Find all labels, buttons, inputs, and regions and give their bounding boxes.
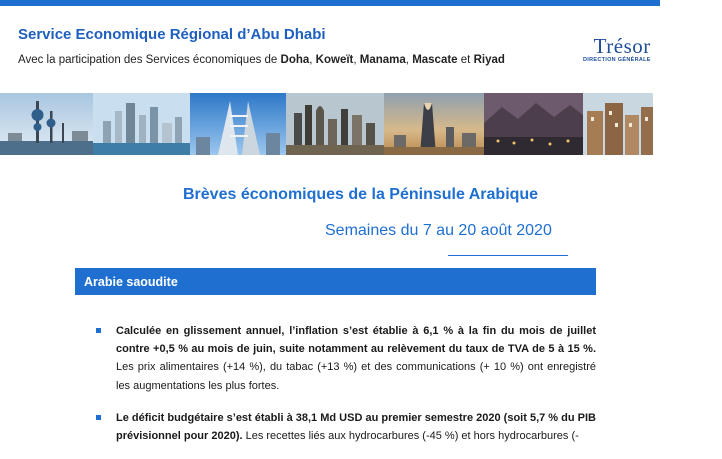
city-riyadh: Riyad	[473, 54, 505, 66]
section-title: Arabie saoudite	[84, 275, 178, 289]
abu-dhabi-skyline-image	[93, 93, 190, 155]
participation-line: Avec la participation des Services économiques de Doha, Koweït, Manama, Mascate et Riyad	[18, 54, 505, 66]
document-weeks: Semaines du 7 au 20 août 2020	[325, 222, 552, 239]
riyadh-skyline-image	[384, 93, 484, 155]
bullet-text: Les recettes liés aux hydrocarbures (-45 %) et hors hydrocarbures (-	[242, 430, 579, 443]
bullet-square-icon	[96, 328, 101, 333]
muscat-mountains-image	[484, 93, 583, 155]
bullet-list	[96, 322, 596, 459]
city-kuwait: Koweït	[315, 54, 354, 66]
city-photo-banner	[0, 93, 660, 155]
city-manama: Manama	[359, 54, 406, 66]
bullet-bold-lead: Le déficit budgétaire s’est établi à 38,1 Md USD au premier semestre 2020 (soit 5,7 % du PIB prévisionnel pour 2020).	[116, 411, 596, 443]
document-title: Brèves économiques de la Péninsule Arabique	[183, 186, 539, 203]
logo-word: Trésor	[593, 34, 651, 58]
bullet-paragraph	[96, 409, 596, 445]
tresor-logo	[583, 35, 651, 63]
bullet-square-icon	[96, 415, 101, 420]
participation-prefix: Avec la participation des Services économiques de	[18, 54, 281, 66]
logo-subtitle: DIRECTION GÉNÉRALE	[583, 57, 651, 63]
title-underline	[448, 255, 568, 256]
city-doha: Doha	[280, 54, 310, 66]
bullet-bold-lead: Calculée en glissement annuel, l’inflation s’est établie à 6,1 % à la fin du mois de juillet contre +0,5 % au mois de juin, suite notamment au relèvement du taux de TVA de 5 à 15 %.	[116, 325, 596, 356]
bullet-paragraph	[96, 322, 596, 395]
top-accent-bar	[0, 0, 660, 6]
organization-title: Service Economique Régional d’Abu Dhabi	[18, 26, 326, 43]
bullet-text: Les prix alimentaires (+14 %), du tabac (+13 %) et des communications (+ 10 %) ont enregistré les augmentations les plus fortes.	[116, 361, 596, 392]
doha-skyline-image	[286, 93, 384, 155]
kuwait-towers-image	[0, 93, 93, 155]
bahrain-wtc-image	[190, 93, 286, 155]
city-muscat: Mascate	[412, 54, 458, 66]
section-header	[75, 268, 596, 295]
sanaa-old-city-image	[583, 93, 653, 155]
